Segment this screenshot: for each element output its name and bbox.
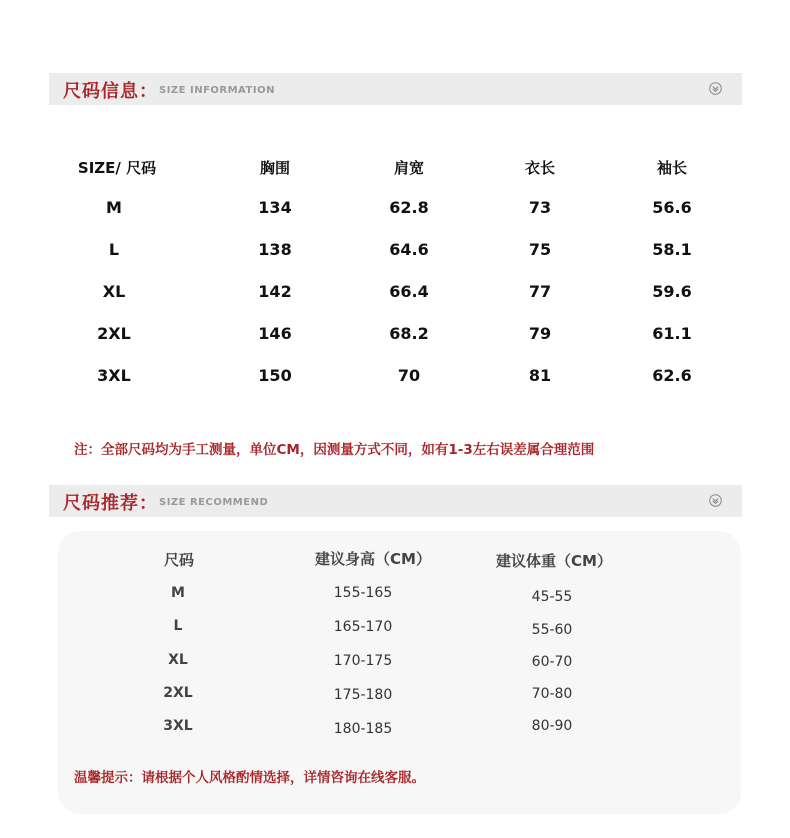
table-header-cell: 建议身高（CM） [315, 550, 431, 568]
table-cell: 58.1 [652, 240, 692, 259]
table-cell: 134 [258, 198, 292, 217]
table-cell: 60-70 [531, 654, 573, 670]
size-recommend-subtitle: SIZE RECOMMEND [159, 497, 269, 508]
recommend-tip: 温馨提示：请根据个人风格酌情选择，详情咨询在线客服。 [74, 770, 425, 786]
chevron-down-circle-icon[interactable] [709, 82, 722, 95]
table-cell: XL [102, 282, 126, 301]
table-cell: 56.6 [652, 198, 692, 217]
size-recommend-header [49, 485, 742, 517]
table-cell: 3XL [163, 718, 193, 734]
table-cell: 155-165 [333, 585, 393, 601]
size-info-subtitle: SIZE INFORMATION [159, 85, 275, 96]
table-cell: 81 [528, 366, 552, 385]
table-cell: 180-185 [333, 721, 393, 737]
table-cell: 55-60 [531, 622, 573, 638]
table-cell: 138 [258, 240, 292, 259]
table-cell: 175-180 [333, 687, 393, 703]
table-cell: 150 [258, 366, 292, 385]
table-cell: 77 [528, 282, 552, 301]
table-cell: 3XL [97, 366, 131, 385]
table-cell: 79 [528, 324, 552, 343]
table-cell: 59.6 [652, 282, 692, 301]
table-cell: 70-80 [531, 686, 573, 702]
table-cell: 70 [397, 366, 421, 385]
chevron-down-circle-icon[interactable] [709, 494, 722, 507]
table-cell: 80-90 [531, 718, 573, 734]
table-header-cell: SIZE/ 尺码 [77, 159, 157, 177]
table-cell: 66.4 [389, 282, 429, 301]
table-header-cell: 袖长 [656, 159, 688, 177]
table-header-cell: 胸围 [259, 159, 291, 177]
table-cell: 170-175 [333, 653, 393, 669]
table-cell: 73 [528, 198, 552, 217]
table-cell: 75 [528, 240, 552, 259]
table-header-cell: 衣长 [524, 159, 556, 177]
table-cell: 64.6 [389, 240, 429, 259]
size-info-header [49, 73, 742, 105]
table-cell: M [171, 585, 185, 601]
table-header-cell: 尺码 [163, 551, 195, 569]
table-cell: 62.8 [389, 198, 429, 217]
table-cell: 165-170 [333, 619, 393, 635]
measurement-note: 注：全部尺码均为手工测量，单位CM，因测量方式不同，如有1-3左右误差属合理范围 [74, 442, 595, 458]
table-cell: 142 [258, 282, 292, 301]
table-cell: 146 [258, 324, 292, 343]
table-cell: 61.1 [652, 324, 692, 343]
table-header-cell: 建议体重（CM） [496, 552, 612, 570]
size-recommend-title: 尺码推荐： [63, 493, 158, 514]
table-cell: 2XL [163, 685, 193, 701]
table-cell: 68.2 [389, 324, 429, 343]
table-cell: 2XL [97, 324, 131, 343]
table-header-cell: 肩宽 [393, 159, 425, 177]
table-cell: L [108, 240, 120, 259]
table-cell: 62.6 [652, 366, 692, 385]
table-cell: L [173, 618, 183, 634]
table-cell: M [106, 198, 122, 217]
table-cell: XL [168, 652, 188, 668]
table-cell: 45-55 [531, 589, 573, 605]
size-info-title: 尺码信息： [63, 81, 158, 102]
